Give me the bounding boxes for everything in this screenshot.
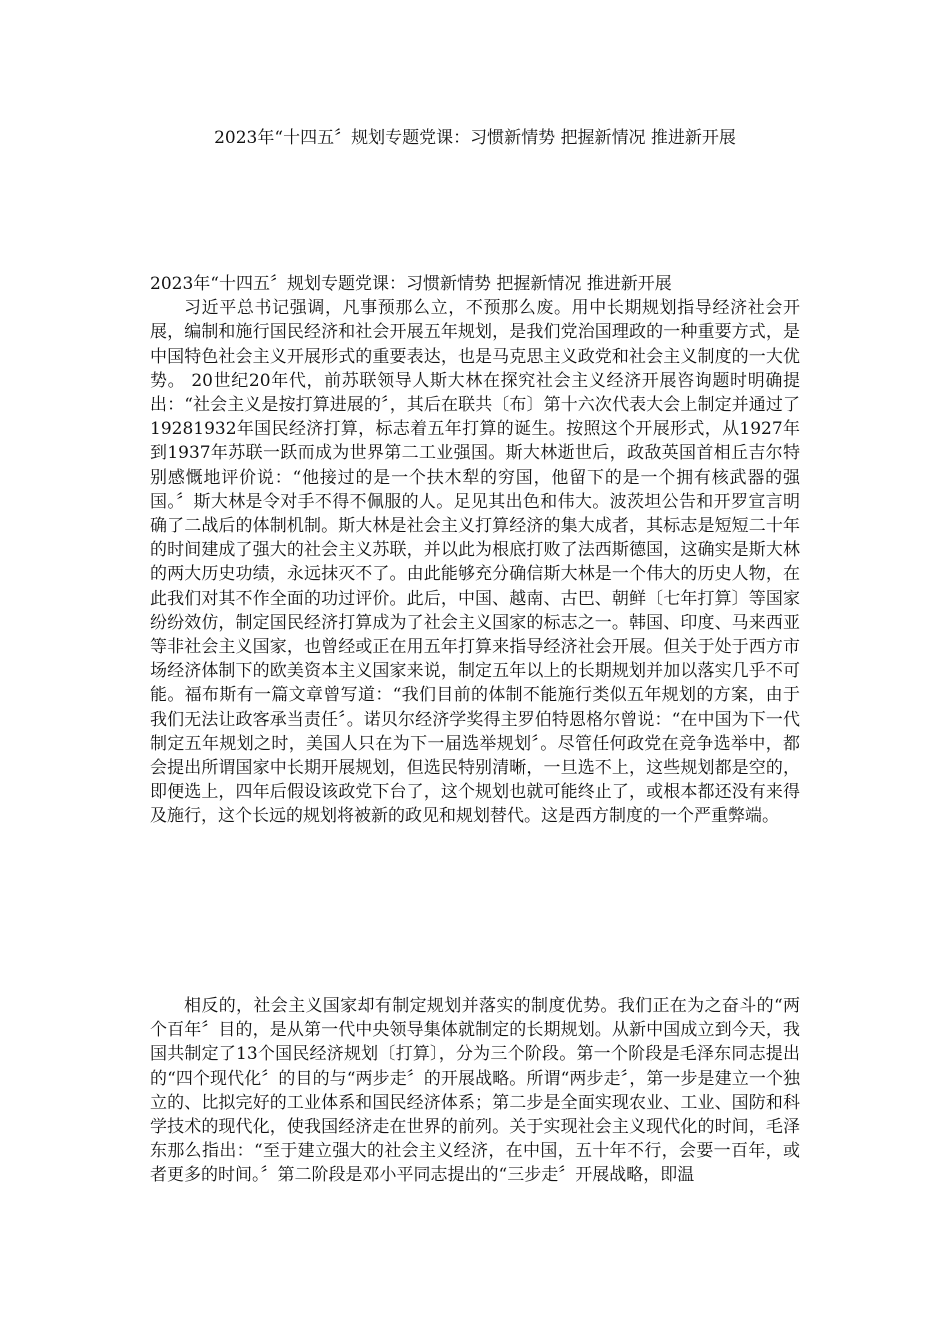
section-heading: 2023年“十四五〞规划专题党课：习惯新情势 把握新情况 推进新开展 [150,274,672,294]
body-section-1 [150,272,800,829]
page-title: 2023年“十四五〞规划专题党课：习惯新情势 把握新情况 推进新开展 [214,128,736,148]
body-section-2 [150,994,800,1188]
paragraph: 习近平总书记强调，凡事预那么立，不预那么废。用中长期规划指导经济社会开展，编制和施行国民经济和社会开展五年规划，是我们党治国理政的一种重要方式，是中国特色社会主义开展形式的重要表达，也是马克思主义政党和社会主义制度的一大优势。 20世纪20年代，前苏联领导人斯大林在探究社会主义经济开展咨询题时明确提出：“社会主义是按打算进展的〞，其后在联共〔布〕第十六次代表大会上制定并通过了19281932年国民经济打算，标志着五年打算的诞生。按照这个开展形式，从1927年到1937年苏联一跃而成为世界第二工业强国。斯大林逝世后，政敌英国首相丘吉尔特别感慨地评价说：“他接过的是一个扶木犁的穷国，他留下的是一个拥有核武器的强国。〞斯大林是令对手不得不佩服的人。足见其出色和伟大。波茨坦公告和开罗宣言明确了二战后的体制机制。斯大林是社会主义打算经济的集大成者，其标志是短短二十年的时间建成了强大的社会主义苏联，并以此为根底打败了法西斯德国，这确实是斯大林的两大历史功绩，永远抹灭不了。由此能够充分确信斯大林是一个伟大的历史人物，在此我们对其不作全面的功过评价。此后，中国、越南、古巴、朝鲜〔七年打算〕等国家纷纷效仿，制定国民经济打算成为了社会主义国家的标志之一。韩国、印度、马来西亚等非社会主义国家，也曾经或正在用五年打算来指导经济社会开展。但关于处于西方市场经济体制下的欧美资本主义国家来说，制定五年以上的长期规划并加以落实几乎不可能。福布斯有一篇文章曾写道：“我们目前的体制不能施行类似五年规划的方案，由于我们无法让政客承当责任〞。诺贝尔经济学奖得主罗伯特恩格尔曾说：“在中国为下一代制定五年规划之时，美国人只在为下一届选举规划〞。尽管任何政党在竞争选举中，都会提出所谓国家中长期开展规划，但选民特别清晰，一旦选不上，这些规划都是空的，即便选上，四年后假设该政党下台了，这个规划也就可能终止了，或根本都还没有来得及施行，这个长远的规划将被新的政见和规划替代。这是西方制度的一个严重弊端。 [150,298,800,827]
paragraph: 相反的，社会主义国家却有制定规划并落实的制度优势。我们正在为之奋斗的“两个百年〞目的，是从第一代中央领导集体就制定的长期规划。从新中国成立到今天，我国共制定了13个国民经济规划〔打算〕，分为三个阶段。第一个阶段是毛泽东同志提出的“四个现代化〞的目的与“两步走〞的开展战略。所谓“两步走〞，第一步是建立一个独立的、比拟完好的工业体系和国民经济体系；第二步是全面实现农业、工业、国防和科学技术的现代化，使我国经济走在世界的前列。关于实现社会主义现代化的时间，毛泽东那么指出：“至于建立强大的社会主义经济，在中国，五十年不行，会要一百年，或者更多的时间。〞第二阶段是邓小平同志提出的“三步走〞开展战略，即温 [150,996,800,1186]
